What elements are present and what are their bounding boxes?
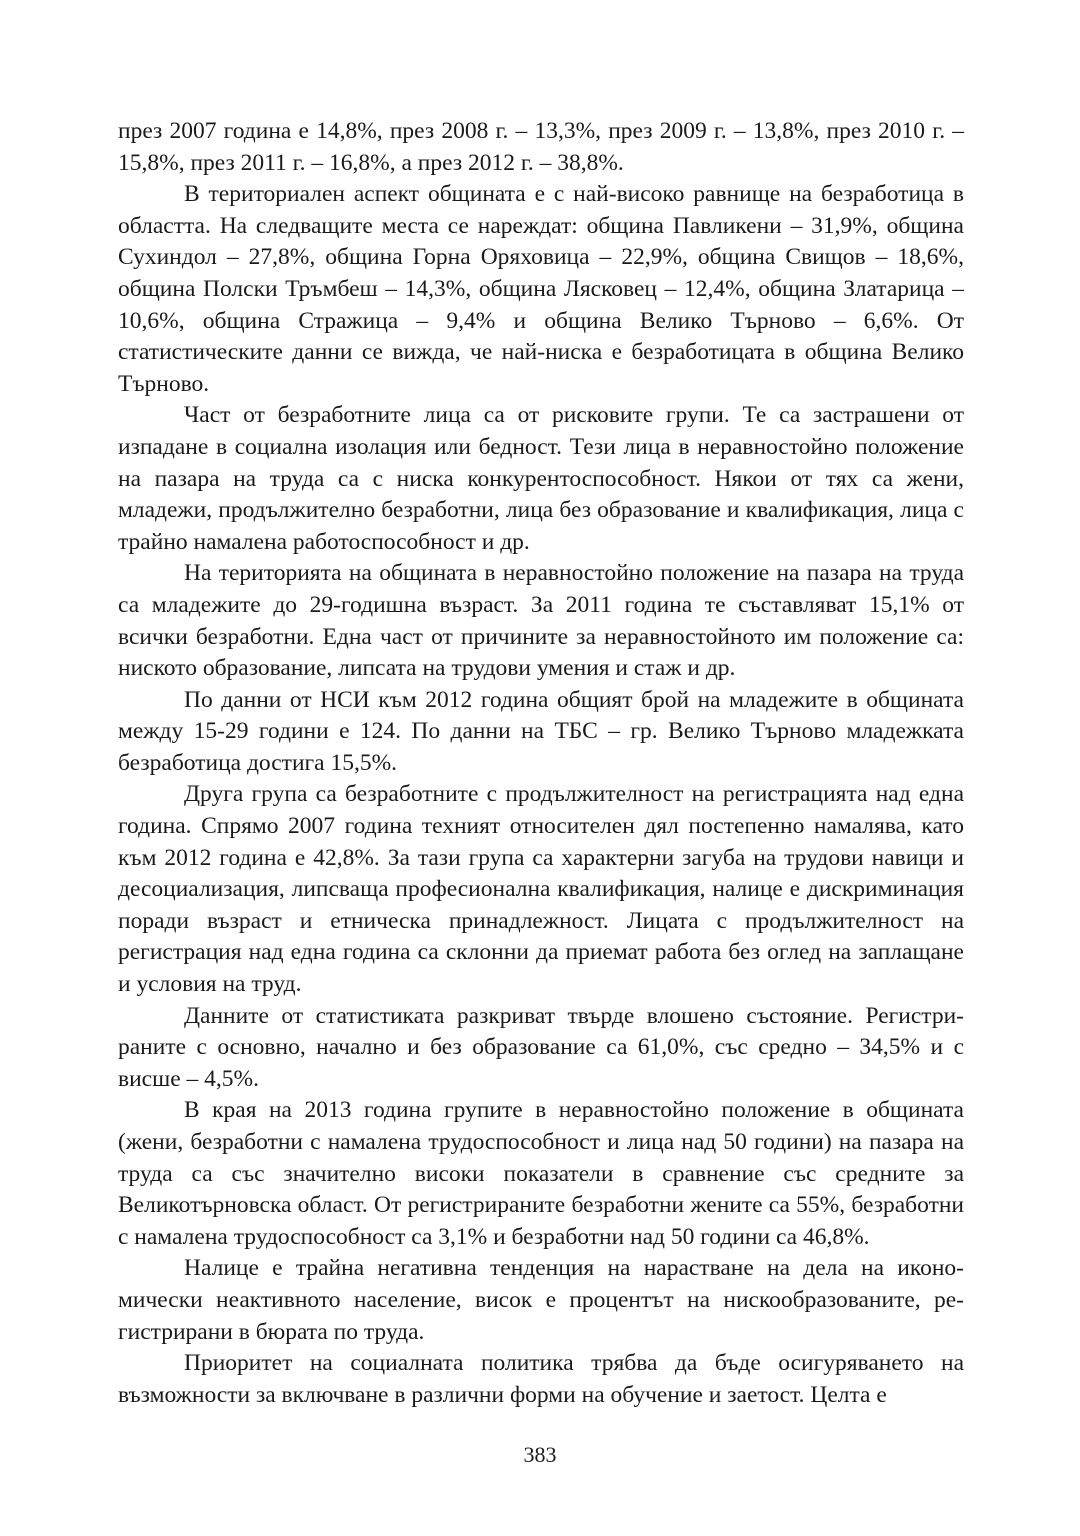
paragraph-negative-trend: Налице е трайна негативна тенденция на нарастване на дела на икономически неактивното население, висок е процентът на нискообразованите, регистрирани в бюрата по труда. (118, 1255, 964, 1345)
paragraph-territorial-aspect: В териториален аспект общината е с най-високо равнище на безработица в областта. На следващите места се нареждат: община Павликени – 31,9%, община Сухиндол – 27,8%, община Горна Оряховица – 22,9%, община Свищов – 18,6%, община Полски Тръмбеш – 14,3%, община Лясковец – 12,4%, община Златарица – 10,6%, община Стражица – 9,4% и община Велико Търново – 6,6%. От статистическите данни се вижда, че най-ниска е безработицата в община Велико Търново. (118, 181, 964, 397)
paragraph-nsi-data: По данни от НСИ към 2012 година общият брой на младежите в общината между 15-29 години е 124. По данни на ТБС – гр. Велико Търново младежката безработица достига 15,5%. (118, 686, 964, 776)
page-number: 383 (523, 1442, 557, 1467)
paragraph-education: Данните от статистиката разкриват твърде влошено състояние. Регистрираните с основно, начално и без образование са 61,0%, със средно – 34,5% и с висше – 4,5%. (118, 1002, 964, 1092)
paragraph-continuation: през 2007 година е 14,8%, през 2008 г. – 13,3%, през 2009 г. – 13,8%, през 2010 г. – 15,8%, през 2011 г. – 16,8%, а през 2012 г. – 38,8%. (118, 118, 964, 176)
paragraph-risk-groups: Част от безработните лица са от рисковите групи. Те са застрашени от изпадане в социална изолация или бедност. Тези лица в неравностойно положение на пазара на труда са с ниска конкурентоспособност. Някои от тях са жени, младежи, продължително безработни, лица без образование и квалификация, лица с трайно намалена работоспособност и др. (118, 402, 964, 555)
document-body (118, 116, 964, 1411)
paragraph-long-term-unemployed: Друга група са безработните с продължителност на регистрацията над една година. Спрямо 2007 година техният относителен дял постепенно намалява, като към 2012 година е 42,8%. За тази група са характерни загуба на трудови навици и десоциализация, липсваща професионална квалификация, налице е дискриминация поради възраст и етническа принадлежност. Лицата с продължителност на регистрация над една година са склонни да приемат работа без оглед на заплащане и условия на труд. (118, 781, 964, 998)
paragraph-end-2013: В края на 2013 година групите в неравностойно положение в общината (жени, безработни с намалена трудоспособност и лица над 50 години) на пазара на труда са със значително високи показатели в сравнение със средните за Великотърновска област. От регистрираните безработни жените са 55%, безработни с намалена трудоспособност са 3,1% и безработни над 50 години са 46,8%. (118, 1097, 964, 1250)
paragraph-youth: На територията на общината в неравностойно положение на пазара на труда са младежите до 29-годишна възраст. За 2011 година те съставляват 15,1% от всички безработни. Една част от причините за неравностойното им положение са: ниското образование, липсата на трудови умения и стаж и др. (118, 560, 964, 682)
paragraph-social-policy: Приоритет на социалната политика трябва да бъде осигуряването на възможности за включване в различни форми на обучение и заетост. Целта е (118, 1350, 964, 1408)
